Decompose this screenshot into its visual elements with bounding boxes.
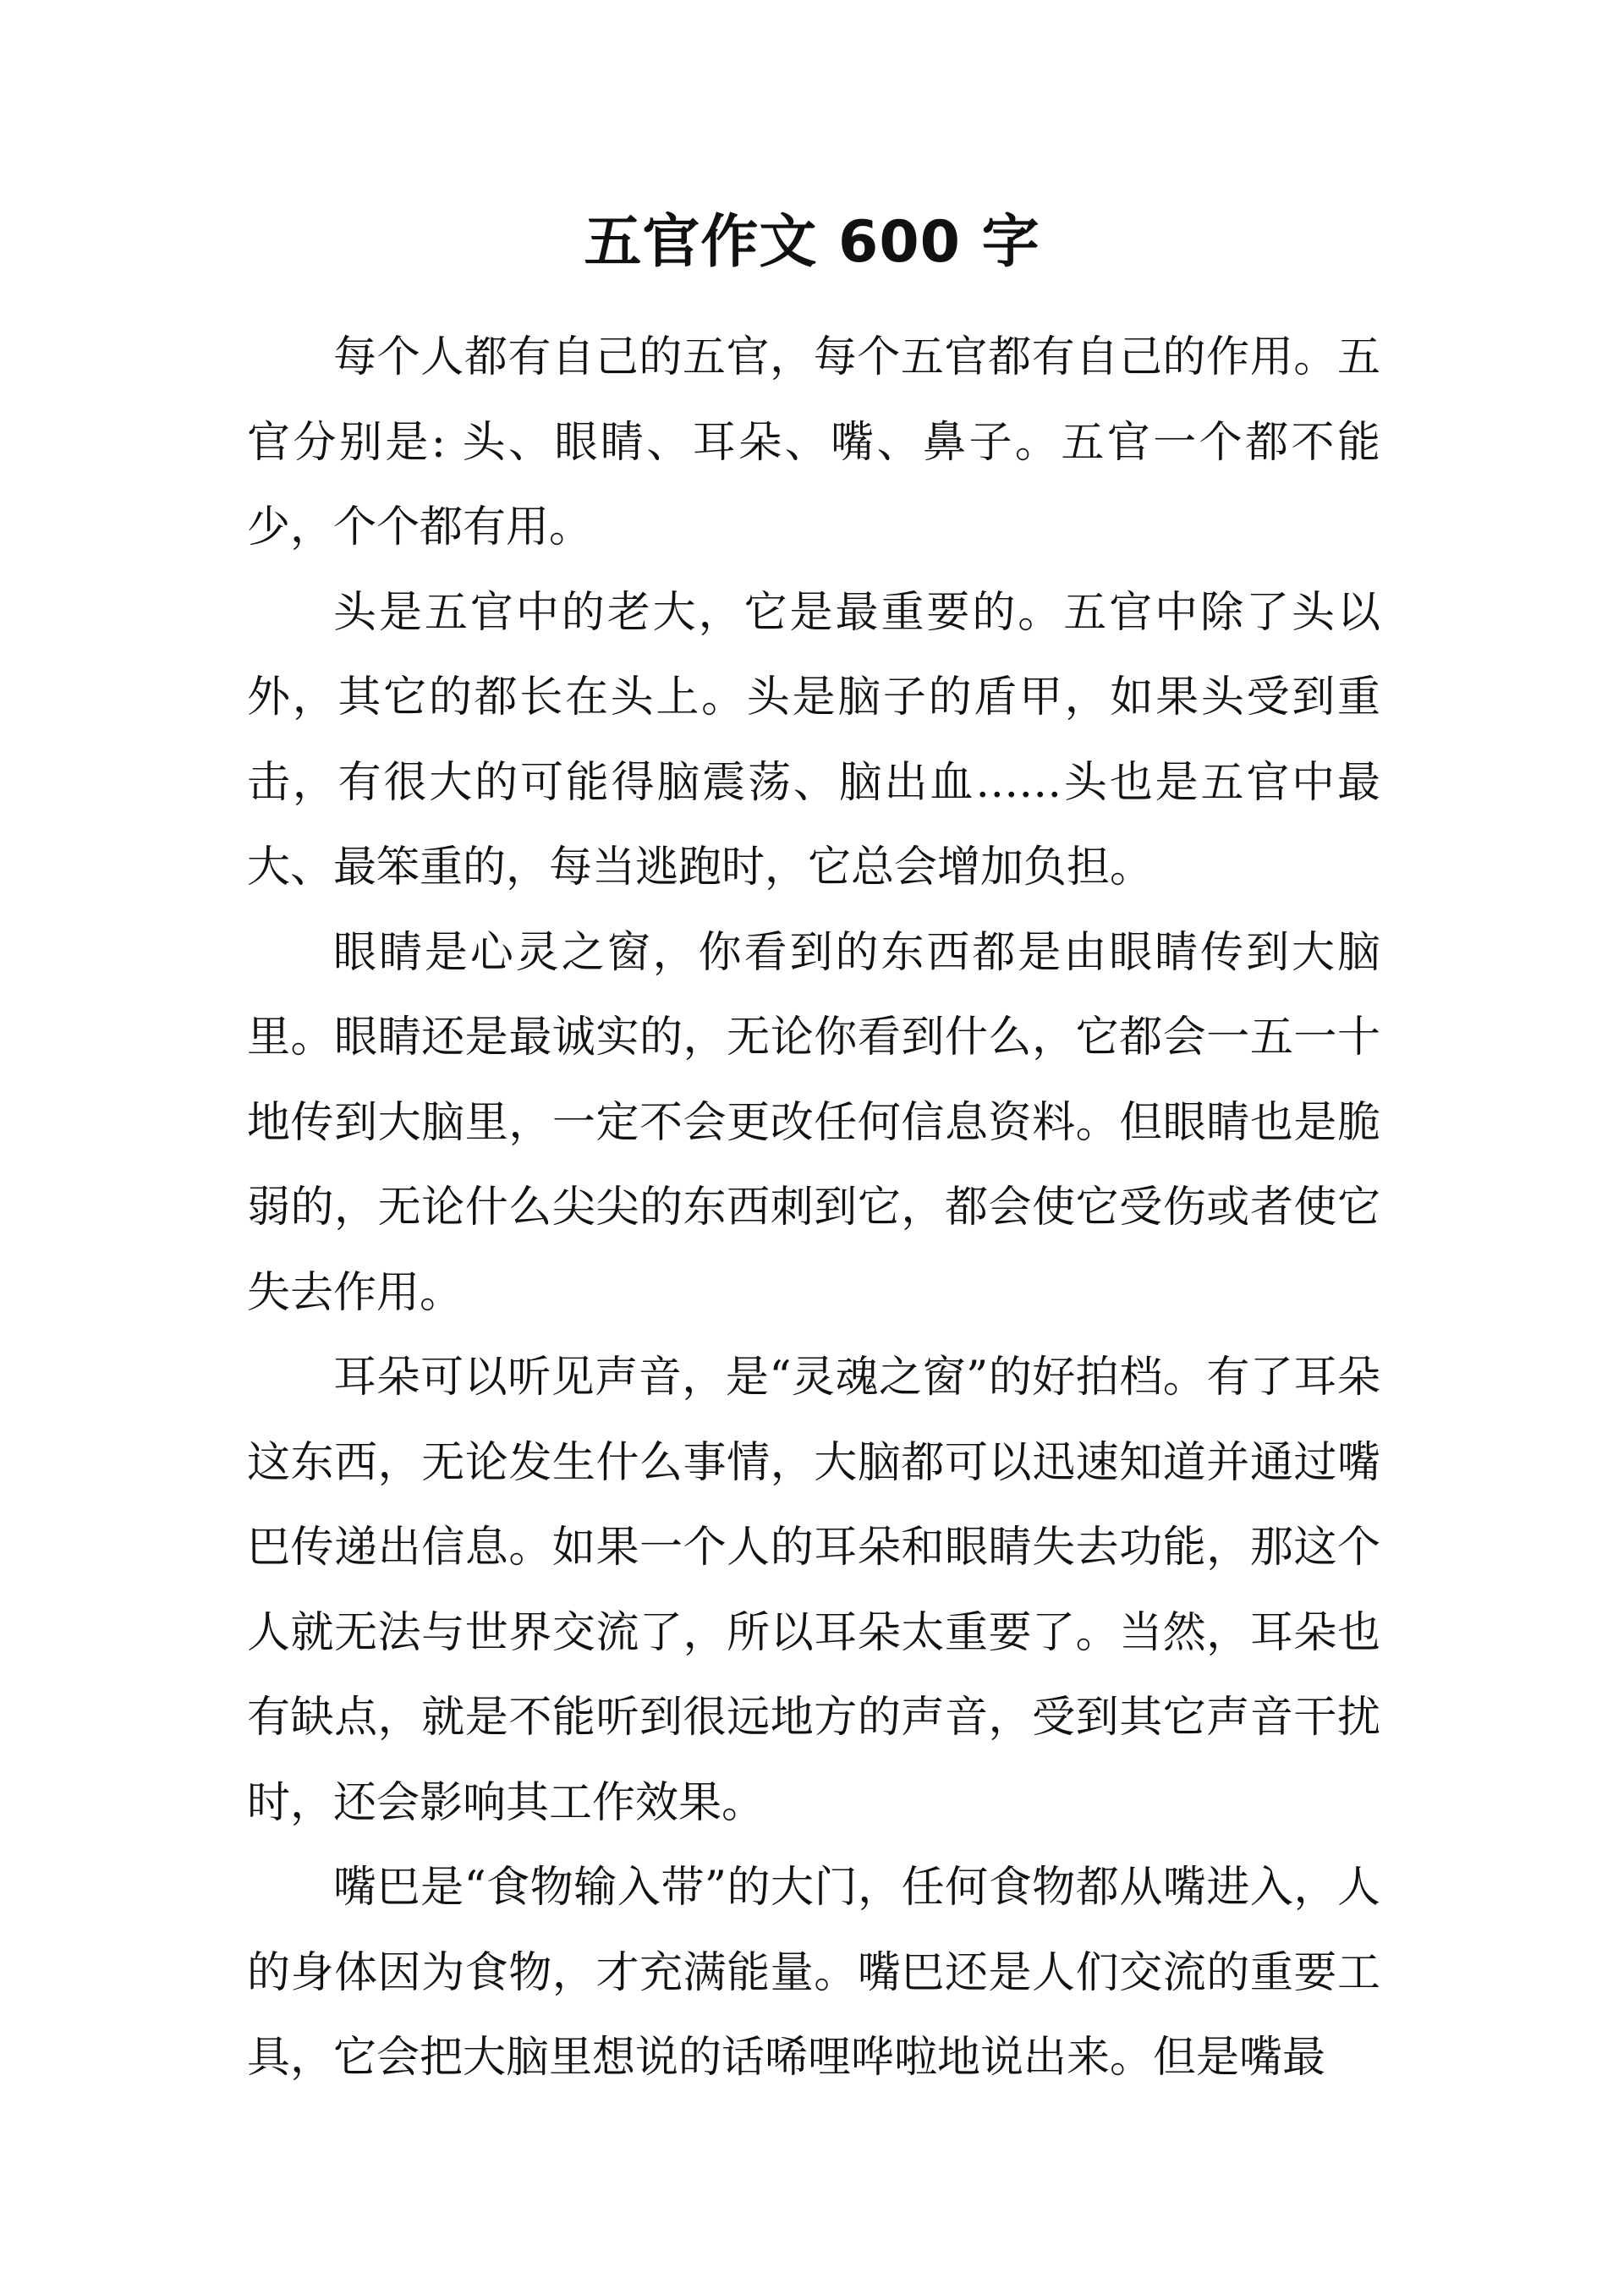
paragraph-eyes: 眼睛是心灵之窗，你看到的东西都是由眼睛传到大脑里。眼睛还是最诚实的，无论你看到什么，它都会一五一十地传到大脑里，一定不会更改任何信息资料。但眼睛也是脆弱的，无论什么尖尖的东西刺到它，都会使它受伤或者使它失去作用。 (247, 927, 1380, 1318)
document-body (247, 316, 1380, 2101)
paragraph-head: 头是五官中的老大，它是最重要的。五官中除了头以外，其它的都长在头上。头是脑子的盾甲，如果头受到重击，有很大的可能得脑震荡、脑出血……头也是五官中最大、最笨重的，每当逃跑时，它总会增加负担。 (247, 587, 1380, 892)
paragraph-ears: 耳朵可以听见声音，是“灵魂之窗”的好拍档。有了耳朵这东西，无论发生什么事情，大脑都可以迅速知道并通过嘴巴传递出信息。如果一个人的耳朵和眼睛失去功能，那这个人就无法与世界交流了，所以耳朵太重要了。当然，耳朵也有缺点，就是不能听到很远地方的声音，受到其它声音干扰时，还会影响其工作效果。 (247, 1353, 1380, 1828)
paragraph-mouth: 嘴巴是“食物输入带”的大门，任何食物都从嘴进入，人的身体因为食物，才充满能量。嘴巴还是人们交流的重要工具，它会把大脑里想说的话唏哩哗啦地说出来。但是嘴最 (247, 1863, 1380, 2083)
document-title: 五官作文 600 字 (584, 209, 1040, 276)
paragraph-intro: 每个人都有自己的五官，每个五官都有自己的作用。五官分别是: 头、眼睛、耳朵、嘴、鼻子。五官一个都不能少，个个都有用。 (247, 332, 1380, 552)
